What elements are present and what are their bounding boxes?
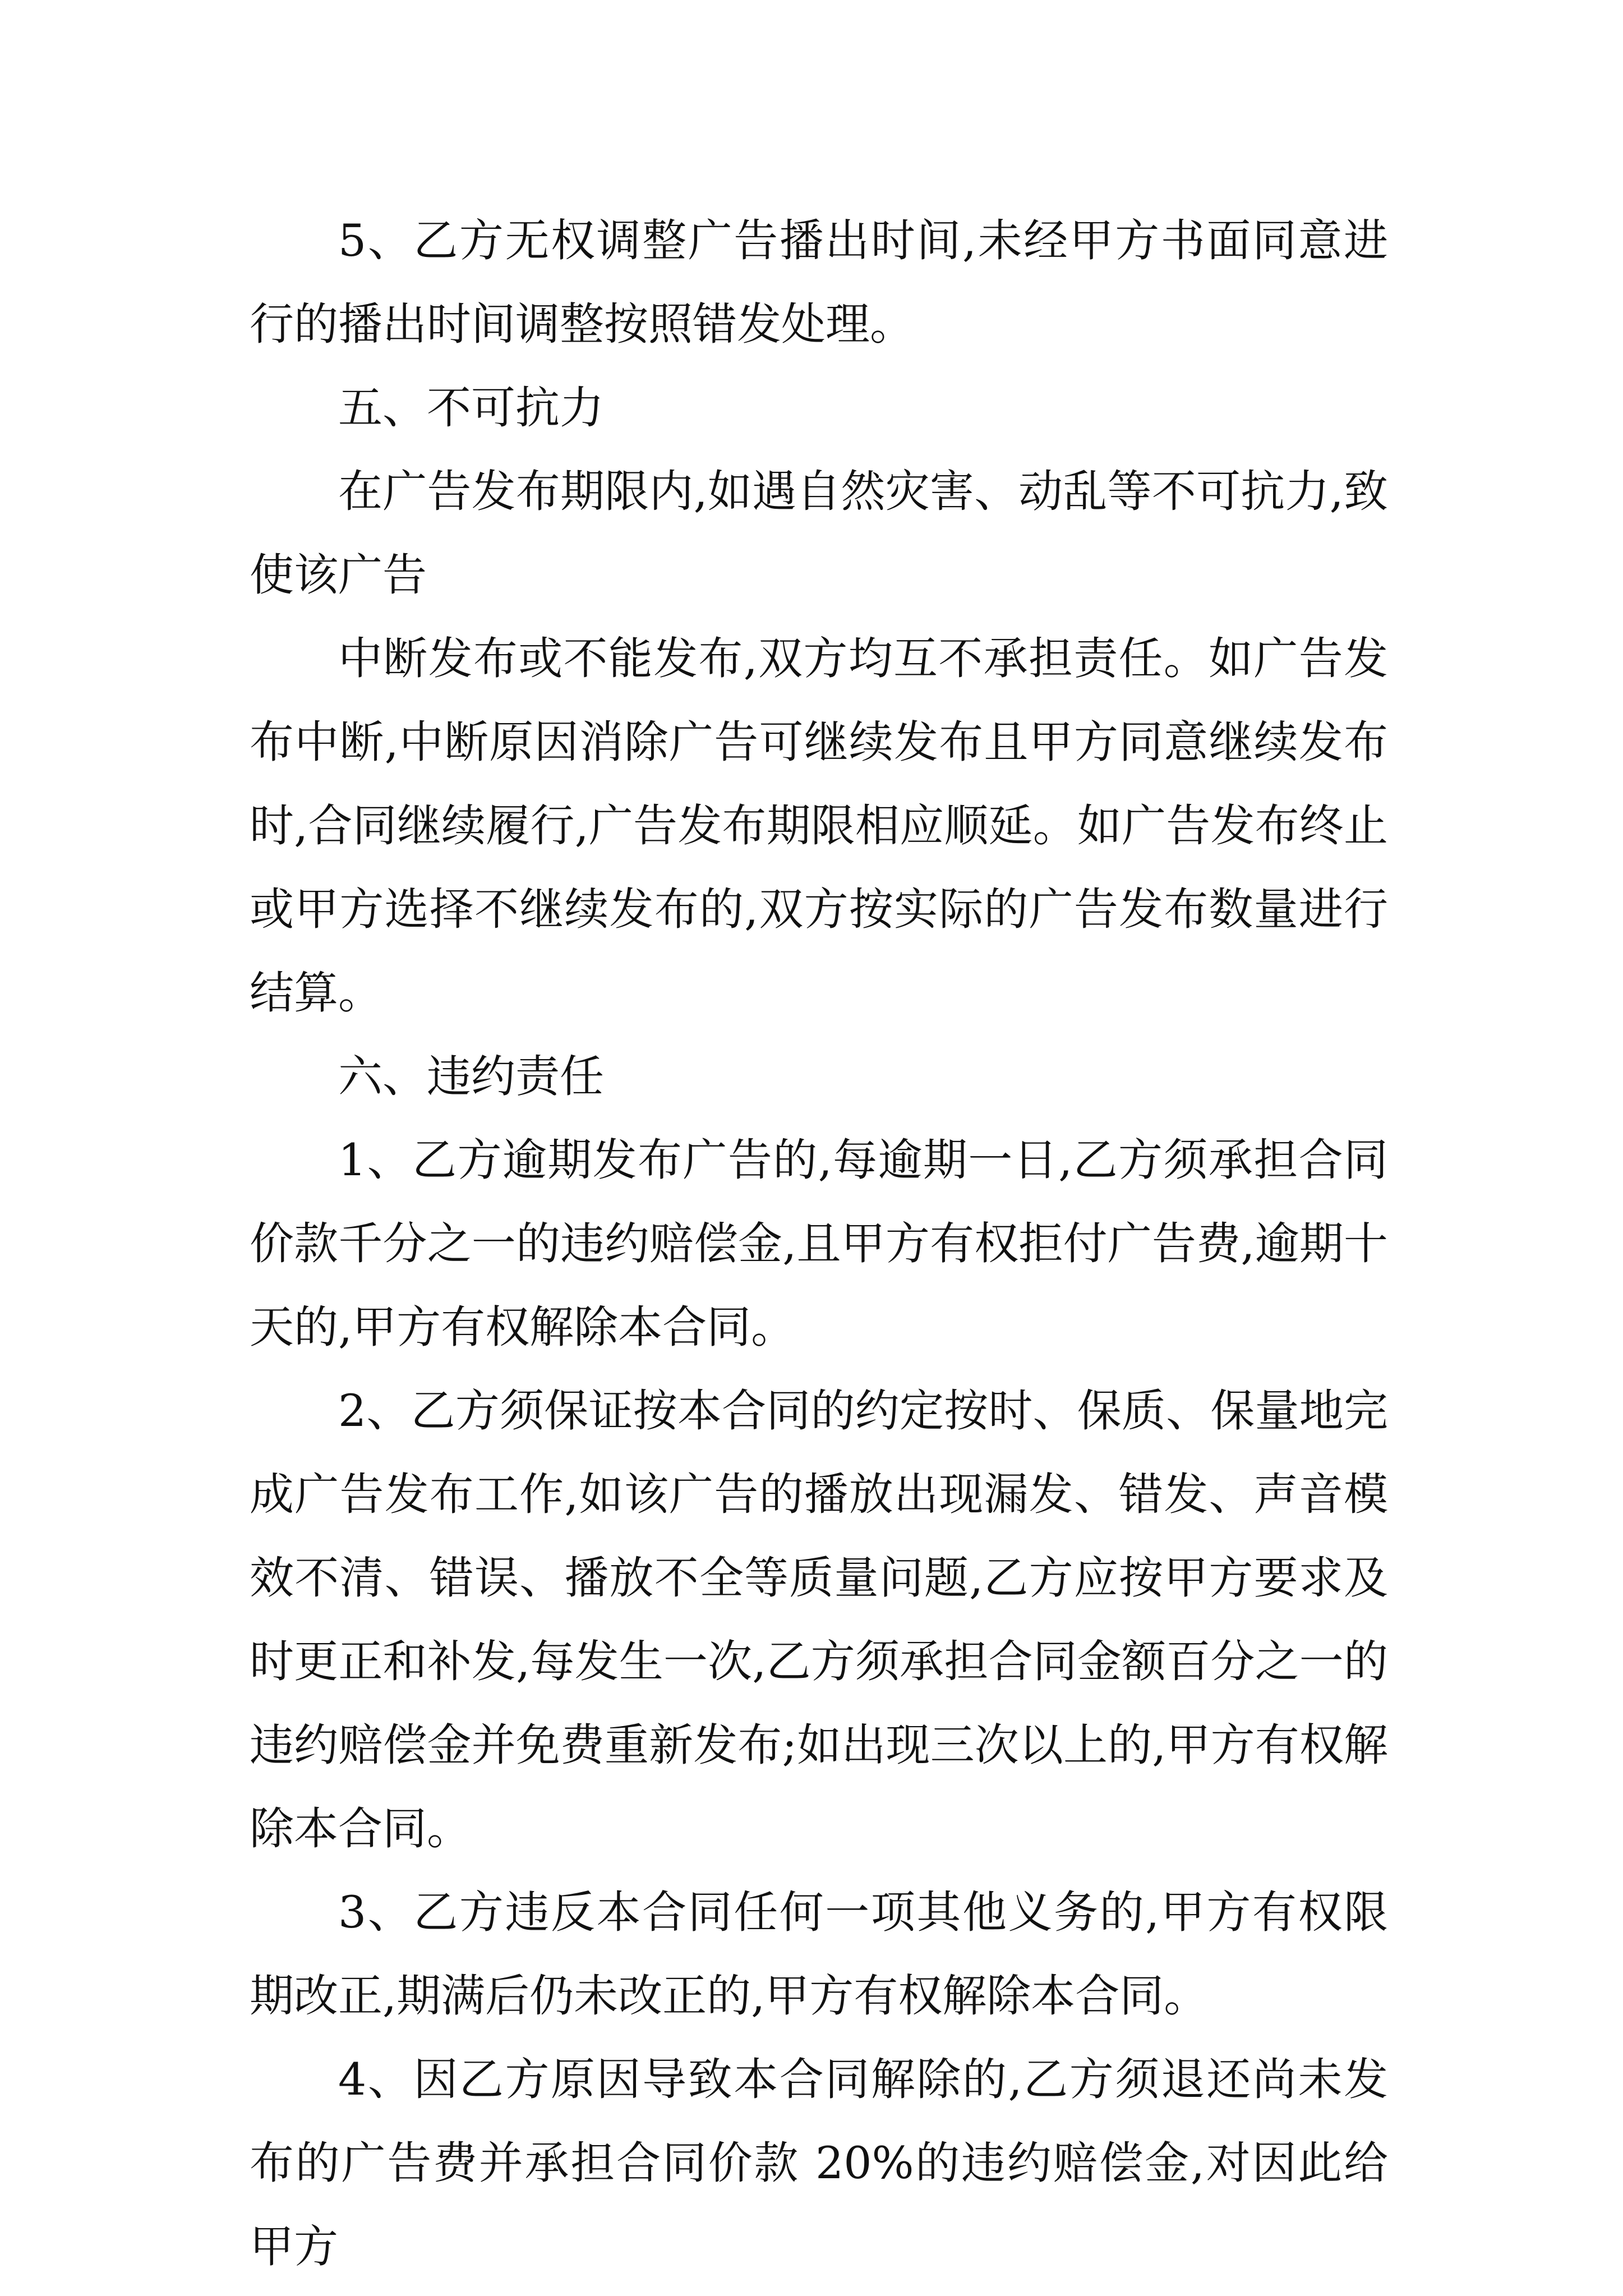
document-body: [250, 199, 1388, 2289]
breach-clause-4: 4、因乙方原因导致本合同解除的,乙方须退还尚未发布的广告费并承担合同价款 20%的违约赔偿金,对因此给甲方: [250, 2054, 1388, 2272]
breach-clause-2: 2、乙方须保证按本合同的约定按时、保质、保量地完成广告发布工作,如该广告的播放出现漏发、错发、声音模效不清、错误、播放不全等质量问题,乙方应按甲方要求及时更正和补发,每发生一次,乙方须承担合同金额百分之一的违约赔偿金并免费重新发布;如出现三次以上的,甲方有权解除本合同。: [250, 1385, 1388, 1855]
clause-5-broadcast-time: 5、乙方无权调整广告播出时间,未经甲方书面同意进行的播出时间调整按照错发处理。: [250, 215, 1388, 350]
section-heading-force-majeure: 五、不可抗力: [338, 382, 604, 434]
breach-clause-3: 3、乙方违反本合同任何一项其他义务的,甲方有权限期改正,期满后仍未改正的,甲方有权解除本合同。: [250, 1887, 1388, 2022]
force-majeure-intro: 在广告发布期限内,如遇自然灾害、动乱等不可抗力,致使该广告: [250, 466, 1388, 601]
force-majeure-body: 中断发布或不能发布,双方均互不承担责任。如广告发布中断,中断原因消除广告可继续发布且甲方同意继续发布时,合同继续履行,广告发布期限相应顺延。如广告发布终止或甲方选择不继续发布的,双方按实际的广告发布数量进行结算。: [250, 633, 1388, 1019]
breach-clause-1: 1、乙方逾期发布广告的,每逾期一日,乙方须承担合同价款千分之一的违约赔偿金,且甲方有权拒付广告费,逾期十天的,甲方有权解除本合同。: [250, 1134, 1388, 1353]
section-heading-breach-liability: 六、违约责任: [338, 1051, 604, 1102]
